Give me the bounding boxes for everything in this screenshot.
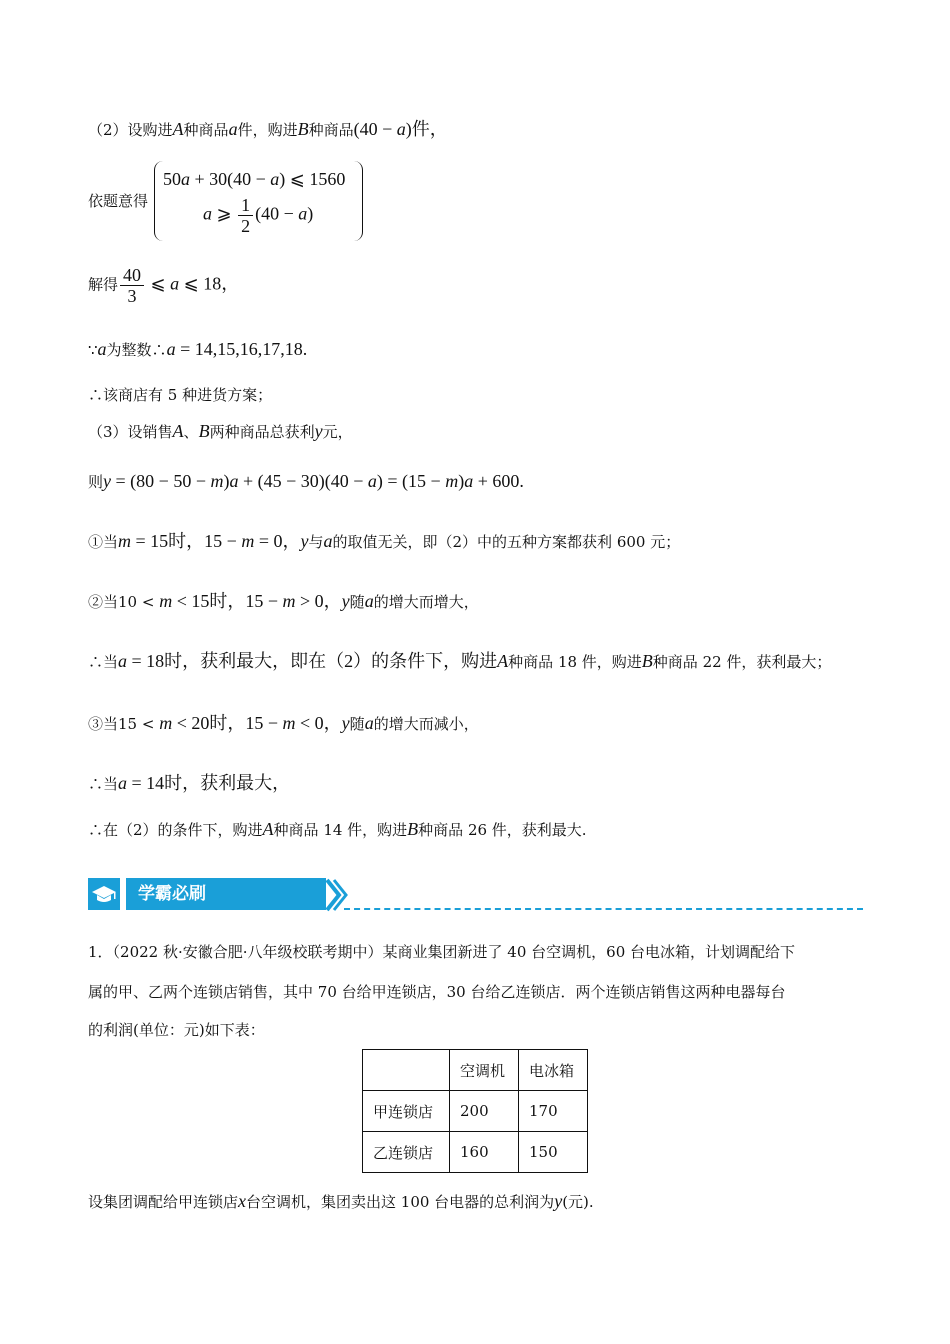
profit-table	[362, 1049, 588, 1173]
solution-integer: ∵a为整数∴a = 14,15,16,17,18.	[88, 339, 308, 359]
table-header-row	[363, 1050, 588, 1091]
inequality-2: a ⩾ $\frac{1}{2}$ (40 − a)	[203, 195, 314, 236]
problem-after-table: 设集团调配给甲连锁店x台空调机，集团卖出这 100 台电器的总利润为y(元).	[88, 1191, 594, 1211]
system-label: 依题意得	[88, 192, 149, 210]
solution-line-3-setup: （3）设销售A、B两种商品总获利y元，	[88, 421, 353, 441]
table-header-cell: 空调机	[450, 1050, 519, 1091]
case-3-max: ∴当a = 14时，获利最大，	[88, 773, 291, 793]
graduation-cap-icon	[88, 878, 120, 910]
solution-plan-count: ∴该商店有 5 种进货方案；	[88, 386, 273, 404]
solution-range: 解得 $\frac{40}{3}$ ⩽ a ⩽ 18，	[88, 265, 240, 306]
table-cell: 乙连锁店	[363, 1132, 450, 1173]
table-header-cell	[363, 1050, 450, 1091]
solution-line-2-setup: （2）设购进A种商品a件，购进B种商品(40 − a)件，	[88, 119, 448, 139]
table-cell: 160	[450, 1132, 519, 1173]
table-cell: 甲连锁店	[363, 1091, 450, 1132]
inequality-1: 50a + 30(40 − a) ⩽ 1560	[163, 169, 346, 189]
case-3: ③当15 < m < 20时，15 − m < 0，y随a的增大而减小，	[88, 713, 479, 733]
right-paren	[352, 161, 363, 241]
fraction-half: $\frac{1}{2}$	[238, 195, 253, 236]
problem-text-line-1: 1．（2022 秋·安徽合肥·八年级校联考期中）某商业集团新进了 40 台空调机，60 台电冰箱，计划调配给下	[88, 943, 796, 961]
table-cell: 170	[519, 1091, 588, 1132]
fraction-40-3: $\frac{40}{3}$	[120, 265, 144, 306]
case-3-conclusion: ∴在（2）的条件下，购进A种商品 14 件，购进B种商品 26 件，获利最大.	[88, 819, 587, 839]
banner-icon-box	[88, 878, 120, 910]
case-2-conclusion: ∴当a = 18时，获利最大，即在（2）的条件下，购进A种商品 18 件，购进B种商品 22 件，获利最大；	[88, 651, 832, 671]
table-cell: 200	[450, 1091, 519, 1132]
case-2: ②当10 < m < 15时，15 − m > 0，y随a的增大而增大，	[88, 591, 479, 611]
table-cell: 150	[519, 1132, 588, 1173]
table-row	[363, 1132, 588, 1173]
profit-function: 则y = (80 − 50 − m)a + (45 − 30)(40 − a) = (15 − m)a + 600.	[88, 471, 524, 491]
table-header-cell: 电冰箱	[519, 1050, 588, 1091]
case-1: ①当m = 15时，15 − m = 0，y与a的取值无关，即（2）中的五种方案都获利 600 元；	[88, 531, 681, 551]
section-banner	[88, 878, 863, 914]
section-title: 学霸必刷	[126, 878, 326, 910]
chevron-right-icon	[324, 878, 348, 912]
table-row	[363, 1091, 588, 1132]
problem-text-line-2: 属的甲、乙两个连锁店销售，其中 70 台给甲连锁店，30 台给乙连锁店．两个连锁店销售这两种电器每台	[88, 983, 786, 1001]
banner-dashed-rule	[344, 908, 863, 910]
problem-text-line-3: 的利润(单位：元)如下表：	[88, 1021, 265, 1039]
